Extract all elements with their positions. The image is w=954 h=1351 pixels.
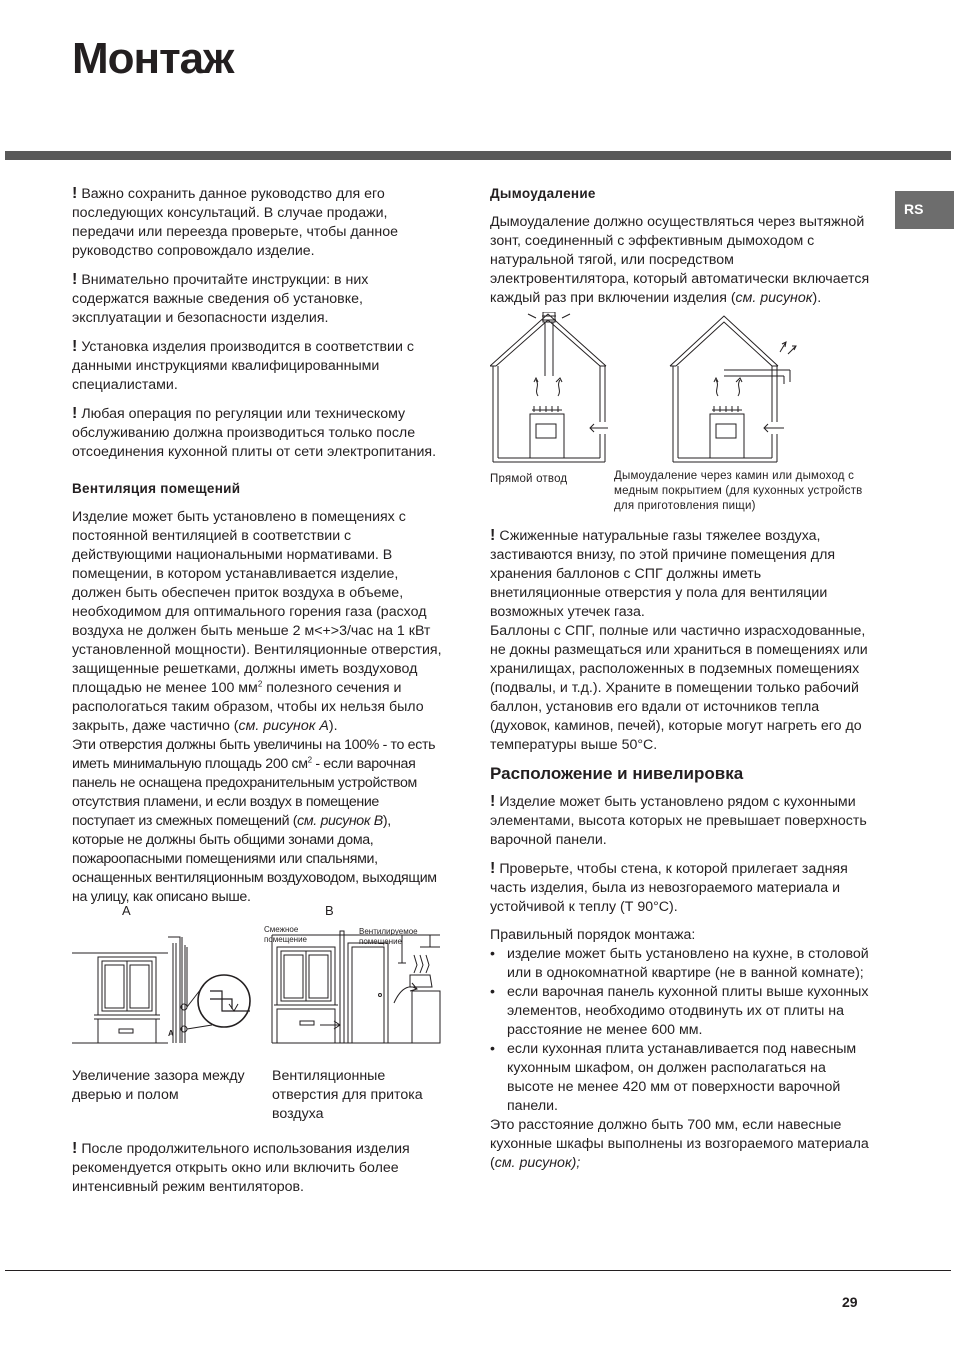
ventilation-paragraph: Изделие может быть установлено в помещениях с постоянной вентиляцией в соответствии с действующими национальными нормативами. В помещении, в котором устанавливается изделие, должен быть обеспечен приток воздуха в объеме, необходимом для оптимального горения газа (расход воздуха не должен быть меньше 2 м<+>3/час на 1 кВт установленной мощности). Вентиляционные отверстия, защищенные решетками, должны иметь воздуховод площадью не менее 100 $мм^2$ полезного сечения и распологаться таким образом, чтобы их нельзя было закрыть, даже частично (см. рисунок А).	[72, 509, 442, 734]
placement-heading: Расположение и нивелировка	[490, 764, 744, 783]
ventilated-room-label: Вентилируемое помещение	[359, 927, 418, 946]
warning-note: ! Внимательно прочитайте инструкции: в них содержатся важные сведения об установке, эксплуатации и безопасности изделия.	[72, 271, 369, 326]
figure-small-label-a: A	[168, 1029, 174, 1038]
adjacent-room-label: Смежное помещение	[264, 925, 308, 944]
warning-note: ! Любая операция по регуляции или техническому обслуживанию должна производиться только после отсоединения кухонной плиты от сети электропитания.	[72, 405, 437, 460]
warning-note: ! Сжиженные натуральные газы тяжелее воздуха, застиваются внизу, по этой причине помещения для хранения баллонов с СПГ должны иметь внетиляционные отверстия у пола для вентиляции возможных утечек газа.	[490, 527, 836, 620]
left-column	[72, 184, 444, 1206]
caption-vent-openings: Вентиляционные отверстия для притока воздуха	[272, 1068, 423, 1122]
warning-note: ! Установка изделия производится в соответствии с данными инструкциями квалифицированными специалистами.	[72, 338, 414, 393]
list-item: • если варочная панель кухонной плиты выше кухонных элементов, необходимо отодвинуть их от плиты на расстояние не менее 600 мм.	[490, 984, 869, 1038]
figure-label-a: A	[122, 903, 131, 918]
smoke-heading: Дымоудаление	[490, 186, 596, 201]
page-title: Монтаж	[72, 34, 234, 83]
page-number: 29	[842, 1294, 858, 1310]
lpg-storage-paragraph: Баллоны с СПГ, полные или частично израсходованные, не докны размещаться или храниться в помещениях или хранилищах, расположенных в подземных помещениях (подвалы, и т.д.). Храните в помещении только рабочий баллон, установив его вдали от источников тепла (духовок, каминов, печей), которые могут нагреть его до температуры выше 50°С.	[490, 623, 868, 753]
list-item: • если кухонная плита устанавливается под навесным кухонным шкафом, он должен располагаться на высоте не менее 420 мм от поверхности варочной панели.	[490, 1041, 857, 1114]
warning-note: ! После продолжительного использования изделия рекомендуется открыть окно или включить более интенсивный режим вентиляторов.	[72, 1140, 410, 1195]
smoke-paragraph: Дымоудаление должно осуществляться через вытяжной зонт, соединенный с эффективным дымоходом с натуральной тягой, или посредством электровентилятора, который автоматически включается каждый раз при включении изделия (см. рисунок).	[490, 214, 870, 306]
smoke-illustration	[490, 312, 870, 472]
figure-label-b: B	[325, 903, 334, 918]
ventilation-illustration	[72, 907, 444, 1067]
warning-note: ! Проверьте, чтобы стена, к которой прилегает задняя часть изделия, была из невозгораемого материала и устойчивой к теплу (Т 90°С).	[490, 860, 848, 915]
caption-door-gap: Увеличение зазора между дверью и полом	[72, 1068, 245, 1103]
ventilation-paragraph-2: Эти отверстия должны быть увеличины на 100% - то есть иметь минимальную площадь 200 $см^2$ - если варочная панель не оснащена предохранительным устройством отсутствия пламени, и если воздух в помещение поступает из смежных помещений (см. рисунок В), которые не должны быть общими зонами дома, пожароопасными помещениями или спальнями, оснащенных вентиляционным воздуховодом, выходящим на улицу, как описано выше.	[72, 737, 437, 905]
ventilation-heading: Вентиляция помещений	[72, 481, 241, 496]
language-badge: RS	[895, 191, 954, 229]
closing-paragraph: Это расстояние должно быть 700 мм, если навесные кухонные шкафы выполнены из возгораемого материала (см. рисунок);	[490, 1117, 869, 1171]
warning-note: ! Изделие может быть установлено рядом с кухонными элементами, высота которых не превышает поверхность варочной панели.	[490, 793, 867, 848]
ventilation-figure	[72, 903, 444, 1067]
caption-direct-vent: Прямой отвод	[490, 473, 568, 485]
header-divider	[5, 151, 951, 160]
ventilation-captions	[72, 1067, 444, 1129]
caption-chimney-vent: Дымоудаление через камин или дымоход с медным покрытием (для кухонных устройств для приготовления пищи)	[614, 470, 863, 512]
right-column	[490, 184, 870, 1173]
footer-divider	[5, 1270, 951, 1271]
installation-order-intro: Правильный порядок монтажа:	[490, 927, 696, 943]
warning-note: ! Важно сохранить данное руководство для его последующих консультаций. В случае продажи, передачи или переезда проверьте, чтобы данное руководство сопровождало изделие.	[72, 185, 398, 259]
smoke-figure	[490, 312, 870, 522]
list-item: • изделие может быть установлено на кухне, в столовой или в однокомнатной квартире (не в ванной комнате);	[490, 946, 869, 981]
